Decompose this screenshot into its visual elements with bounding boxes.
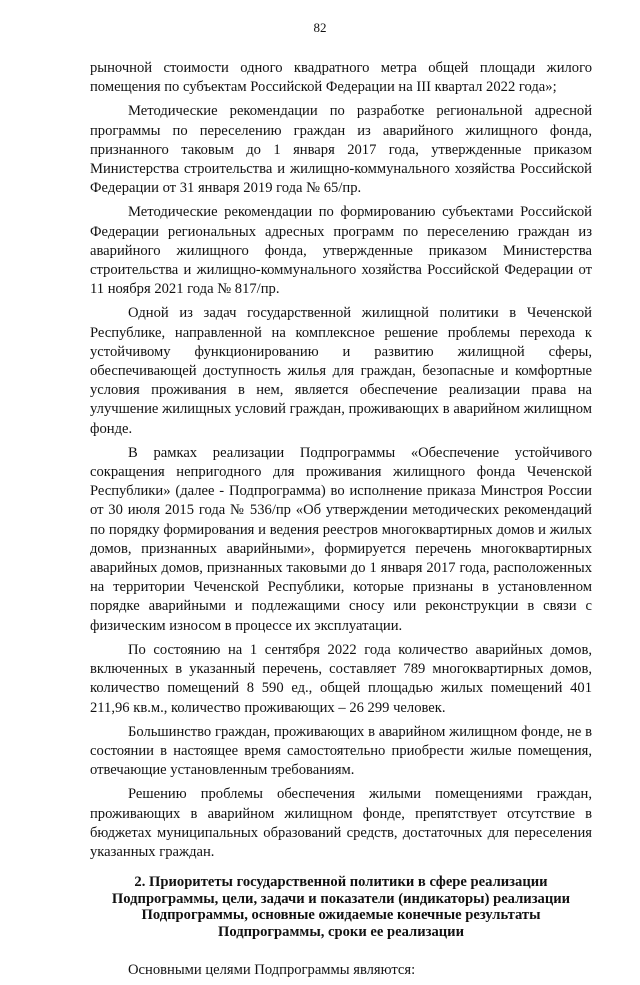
section-heading-line: Подпрограммы, сроки ее реализации [217,923,464,940]
paragraph-housing-policy-task: Одной из задач государственной жилищной политики в Чеченской Республике, направленной на комплексное решение проблемы перехода к устойчивому функционированию и развитию жилищной сферы, обеспечивающей доступность жилья для граждан, безопасные и комфортные условия проживания в нем, является обеспечение реализации права на улучшение жилищных условий граждан, проживающих в аварийном жилищном фонде. [90,305,592,437]
page-number: 82 [313,20,327,35]
paragraph-continuation: рыночной стоимости одного квадратного метра общей площади жилого помещения по субъектам Российской Федерации на III квартал 2022 года»; [90,60,592,96]
section-heading-line: Подпрограммы, цели, задачи и показатели (индикаторы) реализации [111,890,571,907]
paragraph-emergency-housing-statistics: По состоянию на 1 сентября 2022 года количество аварийных домов, включенных в указанный перечень, составляет 789 многоквартирных домов, количество помещений 8 590 ед., общей площадью жилых помещений 401 211,96 кв.м., количество проживающих – 26 299 человек. [90,641,592,716]
paragraph-methodical-recommendations-2021: Методические рекомендации по формированию субъектами Российской Федерации региональных адресных программ по переселению граждан из аварийного жилищного фонда, утвержденные приказом Министерства строительства и жилищно-коммунального хозяйства Российской Федерации от 11 ноября 2021 года № 817/пр. [90,204,592,298]
paragraph-subprogram-implementation: В рамках реализации Подпрограммы «Обеспечение устойчивого сокращения непригодного для проживания жилищного фонда Чеченской Республики» (далее - Подпрограмма) во исполнение приказа Минстроя России от 30 июля 2015 года № 536/пр «Об утверждении методических рекомендаций по порядку формирования и ведения реестров многоквартирных домов и жилых домов, признанных аварийными», формируется перечень многоквартирных аварийных домов, признанных таковыми до 1 января 2017 года, расположенных на территории Чеченской Республики, которые признаны в установленном порядке аварийными и подлежащими сносу или реконструкции в связи с физическим износом в процессе их эксплуатации. [90,444,592,634]
section-heading-line: Подпрограммы, основные ожидаемые конечные результаты [141,907,541,924]
section-heading [90,874,592,940]
paragraph-budget-insufficiency: Решению проблемы обеспечения жилыми помещениями граждан, проживающих в аварийном жилищном фонде, препятствует отсутствие в бюджетах муниципальных образований средств, достаточных для переселения указанных граждан. [90,786,592,860]
document-body [90,59,592,985]
paragraph-goals-lead: Основными целями Подпрограммы являются: [128,962,416,979]
paragraph-methodical-recommendations-2019: Методические рекомендации по разработке региональной адресной программы по переселению граждан из аварийного жилищного фонда, признанного таковым до 1 января 2017 года, утвержденные приказом Министерства строительства и жилищно-коммунального хозяйства Российской Федерации от 31 января 2019 года № 65/пр. [90,103,592,197]
section-heading-line: 2. Приоритеты государственной политики в сфере реализации [134,874,548,891]
paragraph-citizens-unable-to-purchase: Большинство граждан, проживающих в аварийном жилищном фонде, не в состоянии в настоящее время самостоятельно приобрести жилые помещения, отвечающие установленным требованиям. [90,723,592,779]
